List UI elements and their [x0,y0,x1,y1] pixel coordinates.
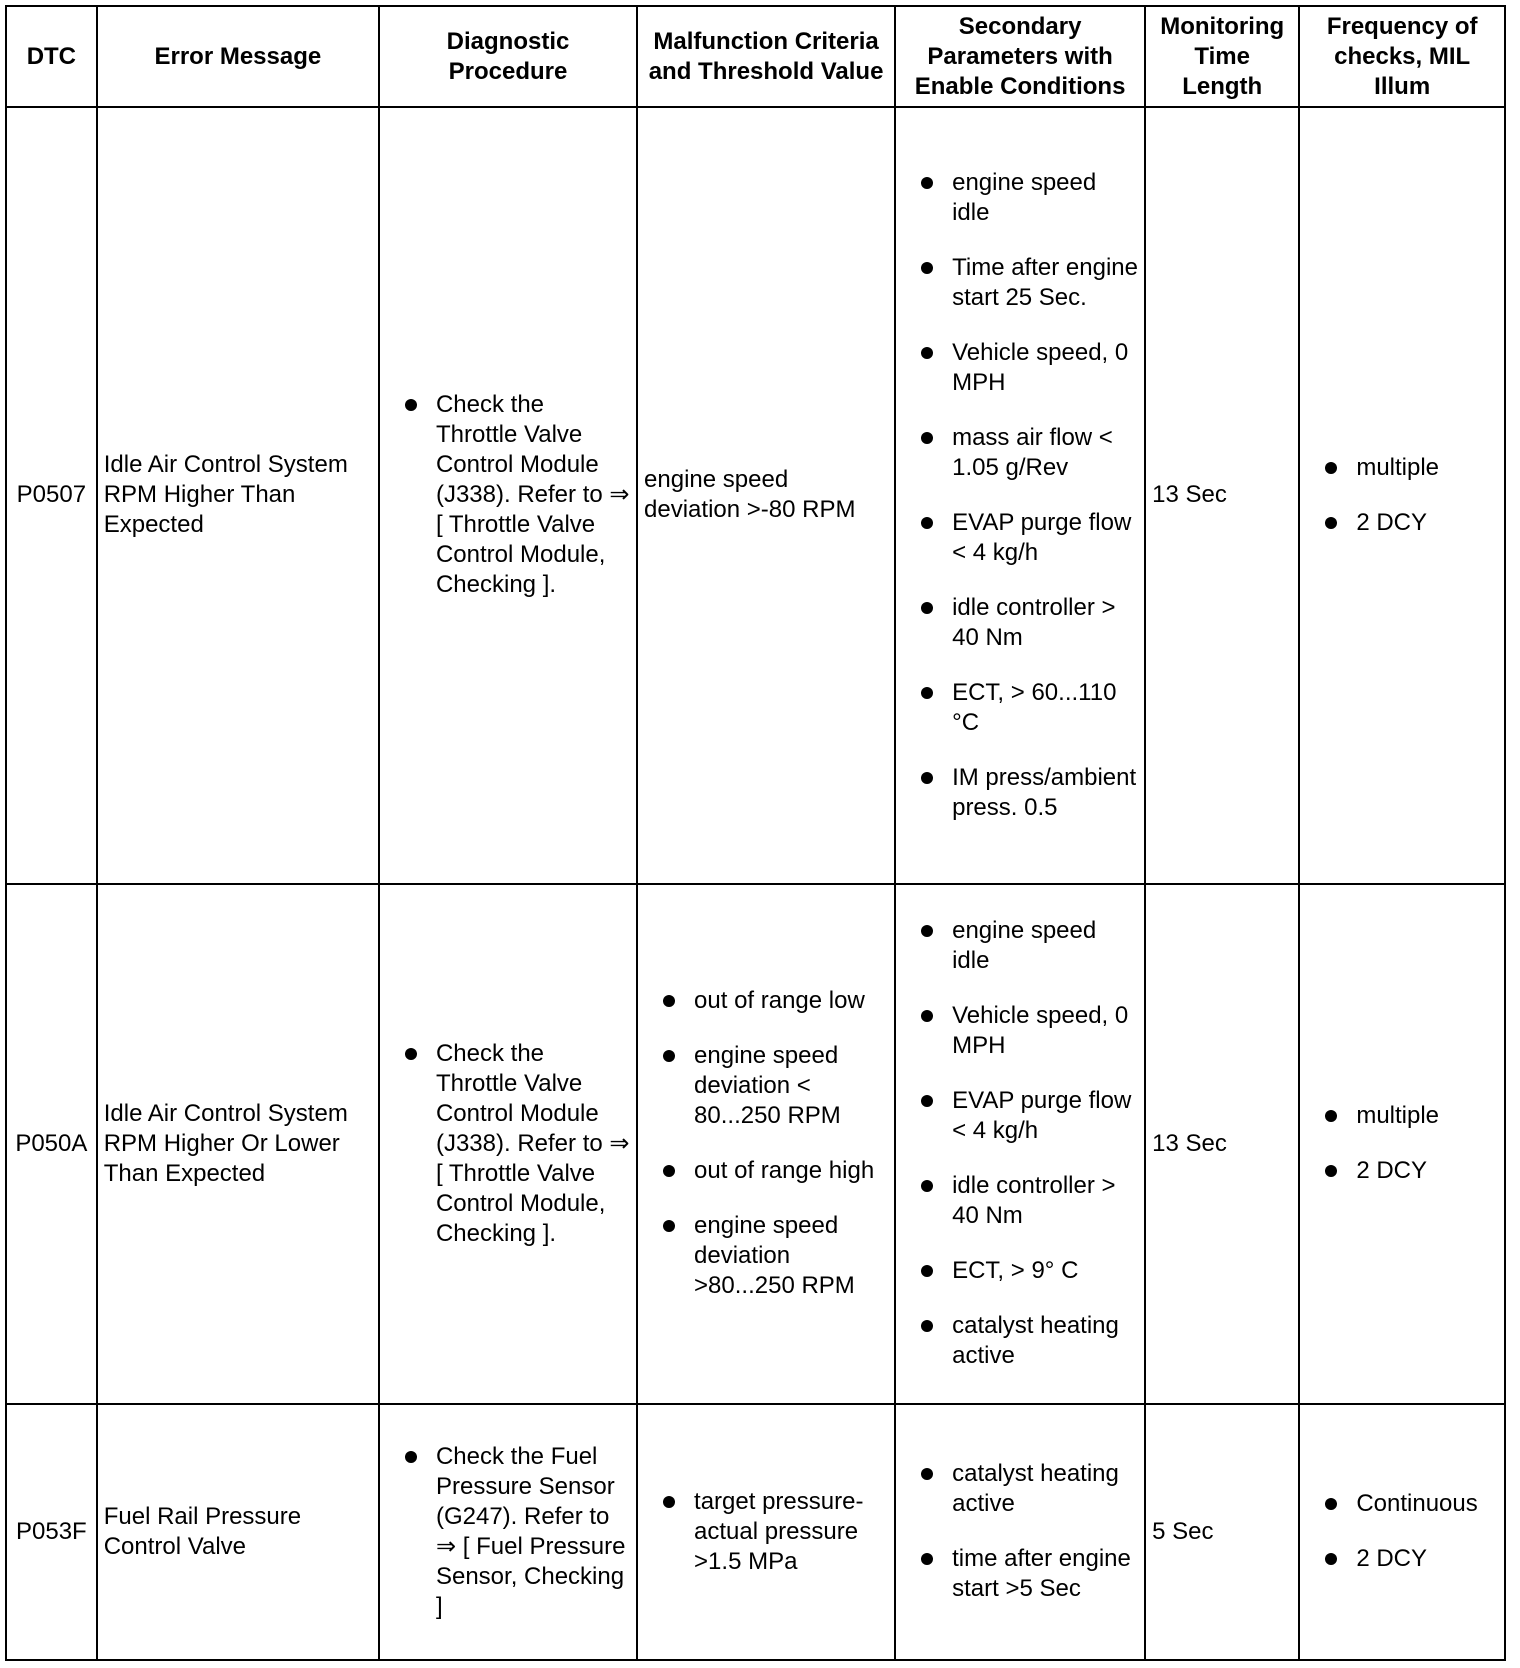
frequency-item: 2 DCY [1306,1156,1498,1186]
criteria-list [644,1487,888,1577]
secondary-item: idle controller > 40 Nm [902,1171,1138,1231]
procedure-item: Check the Throttle Valve Control Module (J338). Refer to ⇒ [ Throttle Valve Control Module, Checking ]. [386,390,630,600]
monitoring-time: 5 Sec [1145,1404,1299,1660]
frequency-item: multiple [1306,1101,1498,1131]
frequency [1299,884,1505,1404]
error-message: Idle Air Control System RPM Higher Or Lower Than Expected [97,884,379,1404]
procedure-item: Check the Fuel Pressure Sensor (G247). Refer to ⇒ [ Fuel Pressure Sensor, Checking ] [386,1442,630,1622]
frequency-item: 2 DCY [1306,1544,1498,1574]
header-dtc: DTC [6,6,97,107]
secondary-item: catalyst heating active [902,1459,1138,1519]
malfunction-criteria [637,884,895,1404]
secondary-item: IM press/ambient press. 0.5 [902,763,1138,823]
error-message: Fuel Rail Pressure Control Valve [97,1404,379,1660]
procedure-item: Check the Throttle Valve Control Module (J338). Refer to ⇒ [ Throttle Valve Control Module, Checking ]. [386,1039,630,1249]
frequency [1299,1404,1505,1660]
secondary-item: engine speed idle [902,916,1138,976]
secondary-item: time after engine start >5 Sec [902,1544,1138,1604]
frequency [1299,107,1505,884]
frequency-list [1306,453,1498,538]
secondary-item: ECT, > 60...110 °C [902,678,1138,738]
dtc-table [5,5,1506,1661]
monitoring-time: 13 Sec [1145,107,1299,884]
frequency-list [1306,1489,1498,1574]
frequency-item: Continuous [1306,1489,1498,1519]
monitoring-time: 13 Sec [1145,884,1299,1404]
secondary-item: mass air flow < 1.05 g/Rev [902,423,1138,483]
table-row [6,107,1505,884]
header-error-message: Error Message [97,6,379,107]
diagnostic-procedure [379,1404,637,1660]
secondary-list [902,916,1138,1371]
header-secondary-parameters: Secondary Parameters with Enable Conditions [895,6,1145,107]
malfunction-criteria [637,1404,895,1660]
header-monitoring-time: Monitoring Time Length [1145,6,1299,107]
table-row [6,1404,1505,1660]
frequency-item: 2 DCY [1306,508,1498,538]
secondary-item: Time after engine start 25 Sec. [902,253,1138,313]
criteria-list [644,986,888,1301]
diagnostic-procedure [379,884,637,1404]
criteria-item: out of range low [644,986,888,1016]
malfunction-criteria: engine speed deviation >-80 RPM [637,107,895,884]
secondary-list [902,168,1138,823]
secondary-parameters [895,884,1145,1404]
secondary-item: Vehicle speed, 0 MPH [902,1001,1138,1061]
secondary-parameters [895,1404,1145,1660]
header-row [6,6,1505,107]
table-row [6,884,1505,1404]
secondary-parameters [895,107,1145,884]
header-malfunction-criteria: Malfunction Criteria and Threshold Value [637,6,895,107]
header-frequency: Frequency of checks, MIL Illum [1299,6,1505,107]
secondary-item: EVAP purge flow < 4 kg/h [902,508,1138,568]
procedure-list [386,390,630,600]
diagnostic-procedure [379,107,637,884]
secondary-item: catalyst heating active [902,1311,1138,1371]
secondary-item: EVAP purge flow < 4 kg/h [902,1086,1138,1146]
dtc-code: P053F [6,1404,97,1660]
secondary-item: engine speed idle [902,168,1138,228]
criteria-item: engine speed deviation >80...250 RPM [644,1211,888,1301]
criteria-item: engine speed deviation < 80...250 RPM [644,1041,888,1131]
procedure-list [386,1039,630,1249]
header-diagnostic-procedure: Diagnostic Procedure [379,6,637,107]
dtc-code: P050A [6,884,97,1404]
frequency-list [1306,1101,1498,1186]
procedure-list [386,1442,630,1622]
criteria-item: target pressure-actual pressure >1.5 MPa [644,1487,888,1577]
secondary-list [902,1459,1138,1604]
secondary-item: ECT, > 9° C [902,1256,1138,1286]
secondary-item: idle controller > 40 Nm [902,593,1138,653]
dtc-code: P0507 [6,107,97,884]
secondary-item: Vehicle speed, 0 MPH [902,338,1138,398]
error-message: Idle Air Control System RPM Higher Than Expected [97,107,379,884]
criteria-item: out of range high [644,1156,888,1186]
frequency-item: multiple [1306,453,1498,483]
